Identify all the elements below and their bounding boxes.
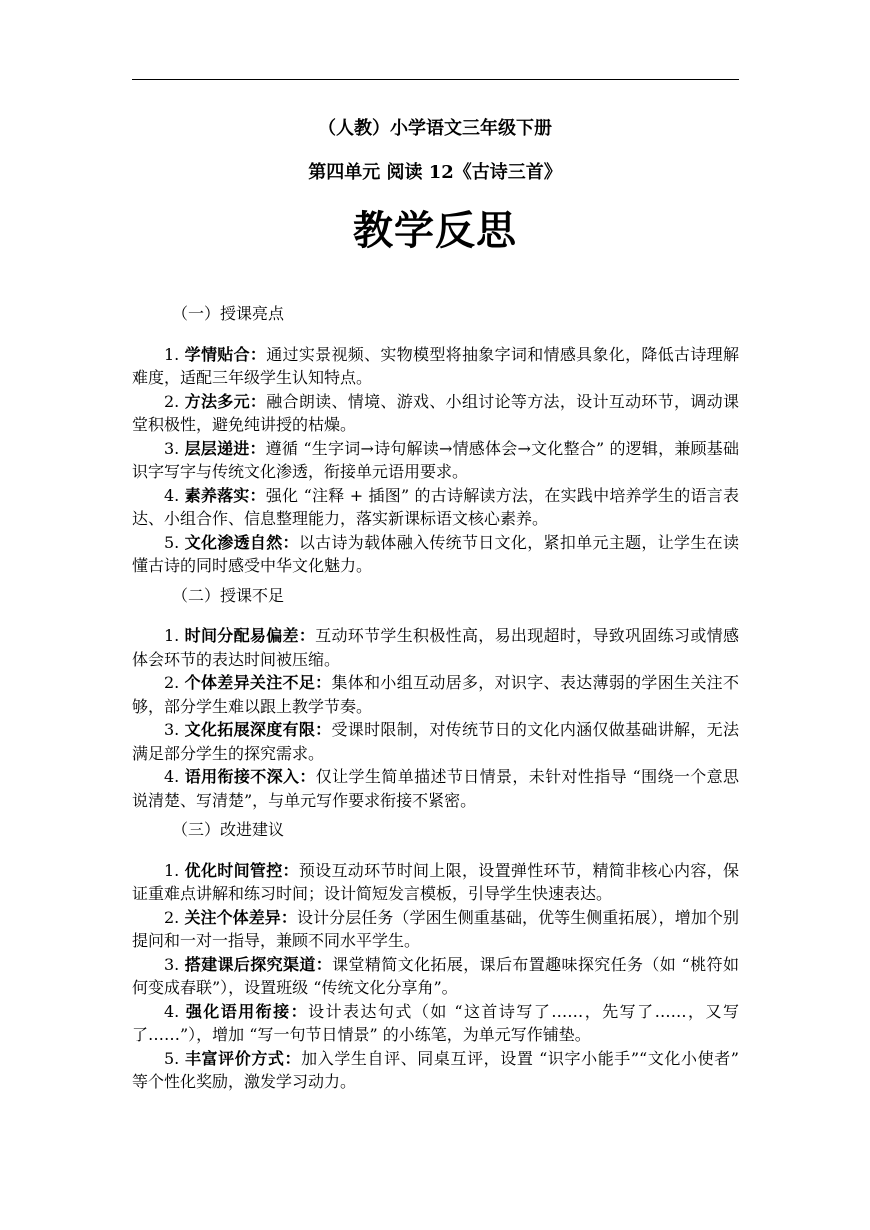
item-text: 融合朗读、情境、游戏、小组讨论等方法，设计互动环节，调动课堂积极性，避免纯讲授的枯燥。 [132, 391, 739, 434]
item-number: 1. [164, 860, 180, 880]
item-text: 受课时限制，对传统节日的文化内涵仅做基础讲解，无法满足部分学生的探究需求。 [132, 720, 739, 763]
item-term: 文化渗透自然： [184, 532, 299, 552]
item-term: 个体差异关注不足： [184, 673, 332, 692]
item-term: 文化拓展深度有限： [184, 720, 332, 739]
list-item [132, 859, 739, 906]
section-highlights [132, 302, 739, 578]
item-text: 强化 “注释 + 插图” 的古诗解读方法，在实践中培养学生的语言表达、小组合作、信息整理能力，落实新课标语文核心素养。 [132, 485, 739, 528]
item-term: 方法多元： [184, 391, 267, 411]
item-number: 4. [164, 485, 180, 505]
section-shortcomings [132, 584, 739, 813]
item-number: 3. [164, 954, 180, 974]
item-term: 搭建课后探究渠道： [184, 954, 333, 974]
section-suggestions [132, 818, 739, 1094]
item-number: 2. [164, 907, 180, 927]
item-text: 仅让学生简单描述节日情景，未针对性指导 “围绕一个意思说清楚、写清楚”，与单元写作要求衔接不紧密。 [132, 767, 739, 810]
list-item [132, 718, 739, 765]
item-term: 关注个体差异： [184, 907, 297, 927]
item-term: 时间分配易偏差： [184, 626, 316, 645]
item-text: 预设互动环节时间上限，设置弹性环节，精简非核心内容，保证重难点讲解和练习时间；设计简短发言模板，引导学生快速表达。 [132, 860, 739, 903]
list-item [132, 765, 739, 812]
list-item [132, 1000, 739, 1047]
item-text: 设计分层任务（学困生侧重基础，优等生侧重拓展），增加个别提问和一对一指导，兼顾不同水平学生。 [132, 907, 739, 950]
item-number: 3. [164, 438, 180, 458]
list-item [132, 906, 739, 953]
document-body [132, 302, 739, 1100]
item-text: 加入学生自评、同桌互评，设置 “识字小能手”“文化小使者” 等个性化奖励，激发学习动力。 [132, 1048, 739, 1091]
item-number: 1. [164, 344, 180, 364]
list-item [132, 1047, 739, 1094]
list-item [132, 343, 739, 390]
item-term: 优化时间管控： [184, 860, 299, 880]
list-item [132, 531, 739, 578]
item-text: 集体和小组互动居多，对识字、表达薄弱的学困生关注不够，部分学生难以跟上教学节奏。 [132, 673, 739, 716]
section-heading: （一）授课亮点 [172, 304, 285, 323]
item-term: 语用衔接不深入： [184, 767, 316, 786]
item-term: 层层递进： [184, 438, 266, 458]
item-text: 设计表达句式（如 “这首诗写了……，先写了……，又写了……”），增加 “写一句节日情景” 的小练笔，为单元写作铺垫。 [132, 1001, 739, 1044]
page-title: 教学反思 [353, 207, 517, 254]
item-term: 素养落实： [184, 485, 266, 505]
item-text: 互动环节学生积极性高，易出现超时，导致巩固练习或情感体会环节的表达时间被压缩。 [132, 626, 739, 669]
item-number: 3. [164, 720, 180, 739]
list-item [132, 390, 739, 437]
item-text: 以古诗为载体融入传统节日文化，紧扣单元主题，让学生在读懂古诗的同时感受中华文化魅力。 [132, 532, 739, 575]
list-item [132, 953, 739, 1000]
item-number: 4. [164, 1001, 180, 1021]
list-item [132, 624, 739, 671]
item-number: 1. [164, 626, 180, 645]
section-heading: （二）授课不足 [172, 585, 285, 605]
item-number: 2. [164, 673, 180, 692]
unit-title: 第四单元 阅读 12《古诗三首》 [308, 162, 562, 183]
list-item [132, 671, 739, 718]
item-text: 通过实景视频、实物模型将抽象字词和情感具象化，降低古诗理解难度，适配三年级学生认知特点。 [132, 344, 739, 387]
item-number: 5. [164, 532, 180, 552]
item-number: 5. [164, 1048, 180, 1068]
item-text: 课堂精简文化拓展，课后布置趣味探究任务（如 “桃符如何变成春联”），设置班级 “传统文化分享角”。 [132, 954, 739, 997]
item-term: 丰富评价方式： [184, 1048, 302, 1068]
item-term: 学情贴合： [184, 344, 267, 364]
list-item [132, 437, 739, 484]
list-item [132, 484, 739, 531]
course-title: （人教）小学语文三年级下册 [318, 118, 552, 139]
header-rule [132, 79, 739, 80]
item-number: 2. [164, 391, 180, 411]
item-term: 强化语用衔接： [185, 1001, 309, 1021]
item-number: 4. [164, 767, 180, 786]
item-text: 遵循 “生字词→诗句解读→情感体会→文化整合” 的逻辑，兼顾基础识字写字与传统文化渗透，衔接单元语用要求。 [132, 438, 739, 481]
section-heading: （三）改进建议 [172, 820, 285, 839]
